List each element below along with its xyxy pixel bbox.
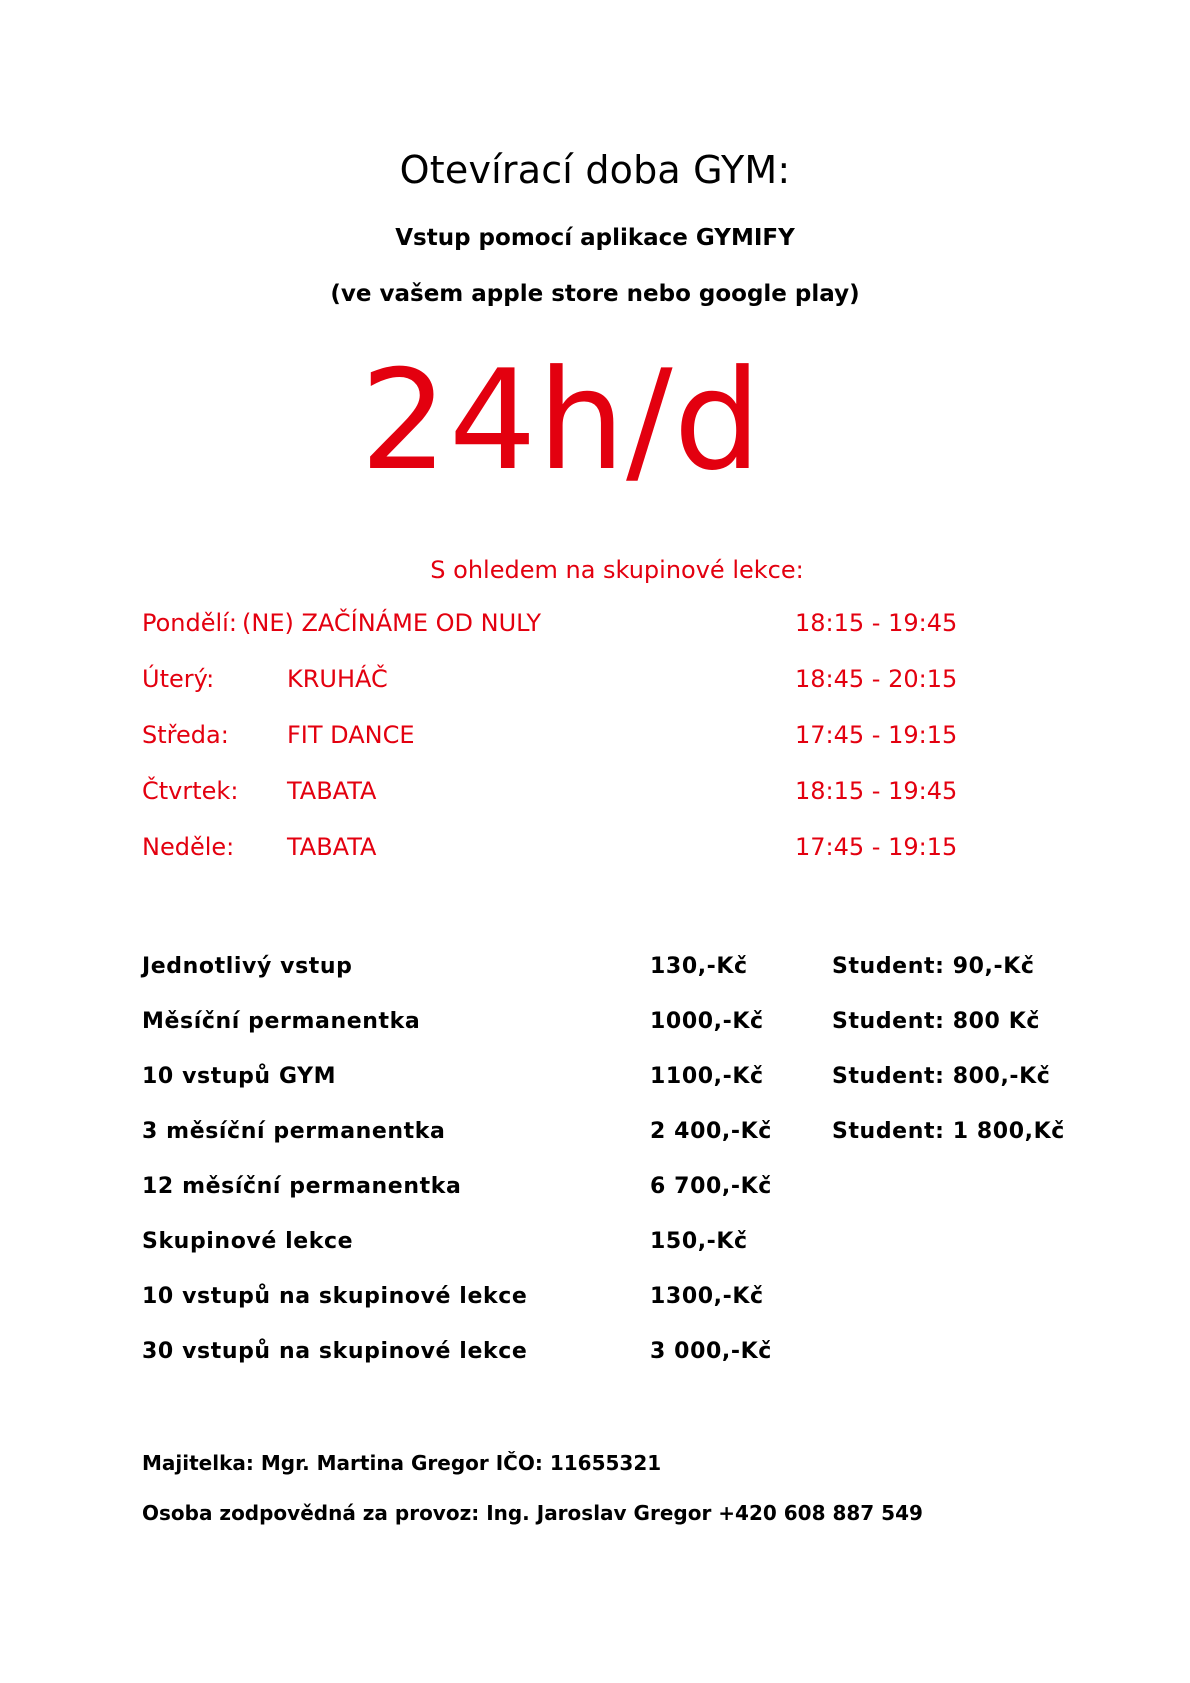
price-row (0, 1229, 1190, 1261)
subtitle-app-stores: (ve vašem apple store nebo google play) (330, 281, 860, 307)
schedule-lesson: KRUHÁČ (287, 665, 388, 693)
price-item-value: 3 000,-Kč (650, 1339, 772, 1364)
schedule-lesson: TABATA (287, 833, 377, 861)
price-item-name: 12 měsíční permanentka (142, 1174, 462, 1199)
schedule-lesson: TABATA (287, 777, 377, 805)
price-item-name: 30 vstupů na skupinové lekce (142, 1339, 528, 1364)
price-row (0, 1009, 1190, 1041)
price-row (0, 1119, 1190, 1151)
schedule-lesson: FIT DANCE (287, 721, 415, 749)
price-row (0, 1064, 1190, 1096)
schedule-row-tuesday (0, 665, 1190, 701)
price-row (0, 954, 1190, 986)
price-item-student: Student: 800,-Kč (832, 1064, 1051, 1089)
schedule-day: Středa: (142, 721, 229, 749)
price-item-value: 6 700,-Kč (650, 1174, 772, 1199)
price-item-value: 150,-Kč (650, 1229, 748, 1254)
operator-info: Osoba zodpovědná za provoz: Ing. Jaroslav Gregor +420 608 887 549 (142, 1501, 923, 1525)
schedule-row-wednesday (0, 721, 1190, 757)
schedule-time: 17:45 - 19:15 (795, 721, 958, 749)
price-row (0, 1339, 1190, 1371)
schedule-row-thursday (0, 777, 1190, 813)
schedule-lesson: (NE) ZAČÍNÁME OD NULY (242, 609, 541, 637)
page-title: Otevírací doba GYM: (399, 148, 791, 192)
price-item-name: Měsíční permanentka (142, 1009, 421, 1034)
schedule-day: Čtvrtek: (142, 777, 239, 805)
price-item-student: Student: 90,-Kč (832, 954, 1035, 979)
schedule-day: Pondělí: (142, 609, 237, 637)
price-item-value: 1300,-Kč (650, 1284, 764, 1309)
schedule-day: Úterý: (142, 665, 215, 693)
price-item-value: 1000,-Kč (650, 1009, 764, 1034)
price-item-name: 3 měsíční permanentka (142, 1119, 446, 1144)
schedule-row-sunday (0, 833, 1190, 869)
owner-info: Majitelka: Mgr. Martina Gregor IČO: 11655321 (142, 1451, 662, 1475)
subtitle-app-entry: Vstup pomocí aplikace GYMIFY (395, 225, 795, 251)
price-row (0, 1284, 1190, 1316)
schedule-time: 18:45 - 20:15 (795, 665, 958, 693)
price-item-name: 10 vstupů GYM (142, 1064, 337, 1089)
schedule-day: Neděle: (142, 833, 235, 861)
price-item-name: Skupinové lekce (142, 1229, 354, 1254)
schedule-time: 17:45 - 19:15 (795, 833, 958, 861)
schedule-time: 18:15 - 19:45 (795, 609, 958, 637)
price-item-student: Student: 800 Kč (832, 1009, 1040, 1034)
schedule-row-monday (0, 609, 1190, 645)
price-item-value: 2 400,-Kč (650, 1119, 772, 1144)
price-row (0, 1174, 1190, 1206)
opening-hours-value: 24h/d (360, 340, 763, 501)
price-item-name: Jednotlivý vstup (142, 954, 353, 979)
schedule-time: 18:15 - 19:45 (795, 777, 958, 805)
price-item-name: 10 vstupů na skupinové lekce (142, 1284, 528, 1309)
price-item-student: Student: 1 800,Kč (832, 1119, 1065, 1144)
price-item-value: 130,-Kč (650, 954, 748, 979)
price-item-value: 1100,-Kč (650, 1064, 764, 1089)
group-lessons-heading: S ohledem na skupinové lekce: (430, 556, 804, 584)
